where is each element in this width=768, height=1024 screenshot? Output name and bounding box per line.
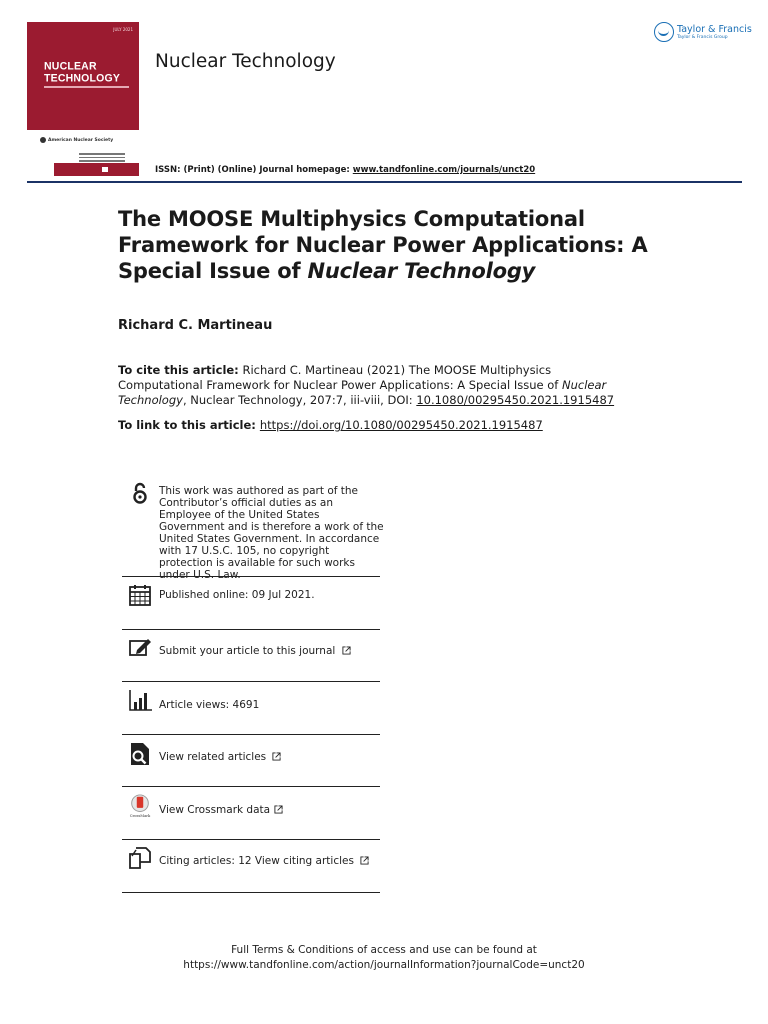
related-articles-label: View related articles xyxy=(159,751,267,763)
taylor-francis-icon xyxy=(654,22,674,42)
article-views: Article views: 4691 xyxy=(159,699,260,711)
submit-article-label: Submit your article to this journal xyxy=(159,645,336,657)
citation-doi-link[interactable]: 10.1080/00295450.2021.1915487 xyxy=(416,393,615,407)
footer-terms xyxy=(0,943,768,973)
taylor-francis-logo[interactable] xyxy=(654,22,752,42)
cover-year-tag: JULY 2021 xyxy=(113,27,133,32)
published-date: Published online: 09 Jul 2021. xyxy=(159,589,315,601)
footer-line-1: Full Terms & Conditions of access and use can be found at xyxy=(231,944,537,956)
article-title-italic: Nuclear Technology xyxy=(307,259,536,283)
citation-label: To cite this article: xyxy=(118,363,239,377)
journal-homepage-link[interactable]: www.tandfonline.com/journals/unct20 xyxy=(352,165,536,175)
issn-line xyxy=(155,165,535,175)
crossmark-icon xyxy=(128,794,152,818)
header-rule xyxy=(27,181,742,183)
bar-chart-icon xyxy=(128,688,152,712)
citation-text-b: , Nuclear Technology, 207:7, iii-viii, DOI: xyxy=(182,393,417,407)
cover-society xyxy=(40,137,113,143)
external-link-icon xyxy=(342,646,351,655)
citing-articles-icon xyxy=(128,846,152,870)
publisher-group: Taylor & Francis Group xyxy=(677,34,728,40)
citation-text-a: Richard C. Martineau (2021) The MOOSE Multiphysics Computational Framework for Nuclear Power Applications: A Special Issue of xyxy=(118,363,562,392)
footer-terms-url[interactable]: https://www.tandfonline.com/action/journalInformation?journalCode=unct20 xyxy=(183,959,585,971)
calendar-icon xyxy=(128,583,152,607)
cover-title: NUCLEAR TECHNOLOGY xyxy=(44,59,121,85)
open-access-row xyxy=(122,477,384,581)
citing-articles-link[interactable] xyxy=(159,855,369,867)
article-doi-url[interactable]: https://doi.org/10.1080/00295450.2021.1915487 xyxy=(259,418,543,432)
external-link-icon xyxy=(360,856,369,865)
link-label: To link to this article: xyxy=(118,418,256,432)
crossmark-row[interactable] xyxy=(122,786,380,840)
citing-articles-label: Citing articles: 12 View citing articles xyxy=(159,855,354,867)
society-logo-icon xyxy=(40,137,46,143)
related-articles-link[interactable] xyxy=(159,751,281,763)
article-link-line xyxy=(118,418,543,432)
article-title xyxy=(118,206,658,284)
external-link-icon xyxy=(274,805,283,814)
crossmark-label: View Crossmark data xyxy=(159,804,271,816)
submit-row[interactable] xyxy=(122,629,380,682)
views-row xyxy=(122,681,380,735)
citation-text-italic: Nuclear Technology xyxy=(118,378,607,407)
svg-text:CrossMark: CrossMark xyxy=(129,814,151,818)
cover-subtitle-line xyxy=(44,86,129,88)
published-row xyxy=(122,576,380,630)
submit-article-link[interactable] xyxy=(159,645,351,657)
journal-name[interactable]: Nuclear Technology xyxy=(155,51,336,72)
related-row[interactable] xyxy=(122,734,380,787)
article-author: Richard C. Martineau xyxy=(118,318,273,333)
citing-row[interactable] xyxy=(122,839,380,893)
cover-bottom-band xyxy=(54,163,139,176)
issn-prefix: ISSN: (Print) (Online) Journal homepage: xyxy=(155,165,353,175)
open-access-text: This work was authored as part of the Contributor’s official duties as an Employee of the United States Government and is therefore a work of the United States Government. In accordance with 17 U.S.C. 105, no copyright protection is available for such works under U.S. Law. xyxy=(159,485,384,581)
cover-society-label: American Nuclear Society xyxy=(48,137,114,143)
journal-cover xyxy=(27,22,139,130)
crossmark-link[interactable] xyxy=(159,804,283,816)
related-articles-icon xyxy=(128,742,152,766)
article-title-main: The MOOSE Multiphysics Computational Framework for Nuclear Power Applications: A Special Issue of xyxy=(118,207,648,283)
publisher-name: Taylor & Francis xyxy=(677,23,752,35)
cover-footer-strip xyxy=(27,130,139,176)
external-link-icon xyxy=(272,752,281,761)
edit-icon xyxy=(128,635,152,659)
open-access-icon xyxy=(128,481,152,505)
citation-block xyxy=(118,363,638,408)
cover-text-lines xyxy=(79,153,125,164)
